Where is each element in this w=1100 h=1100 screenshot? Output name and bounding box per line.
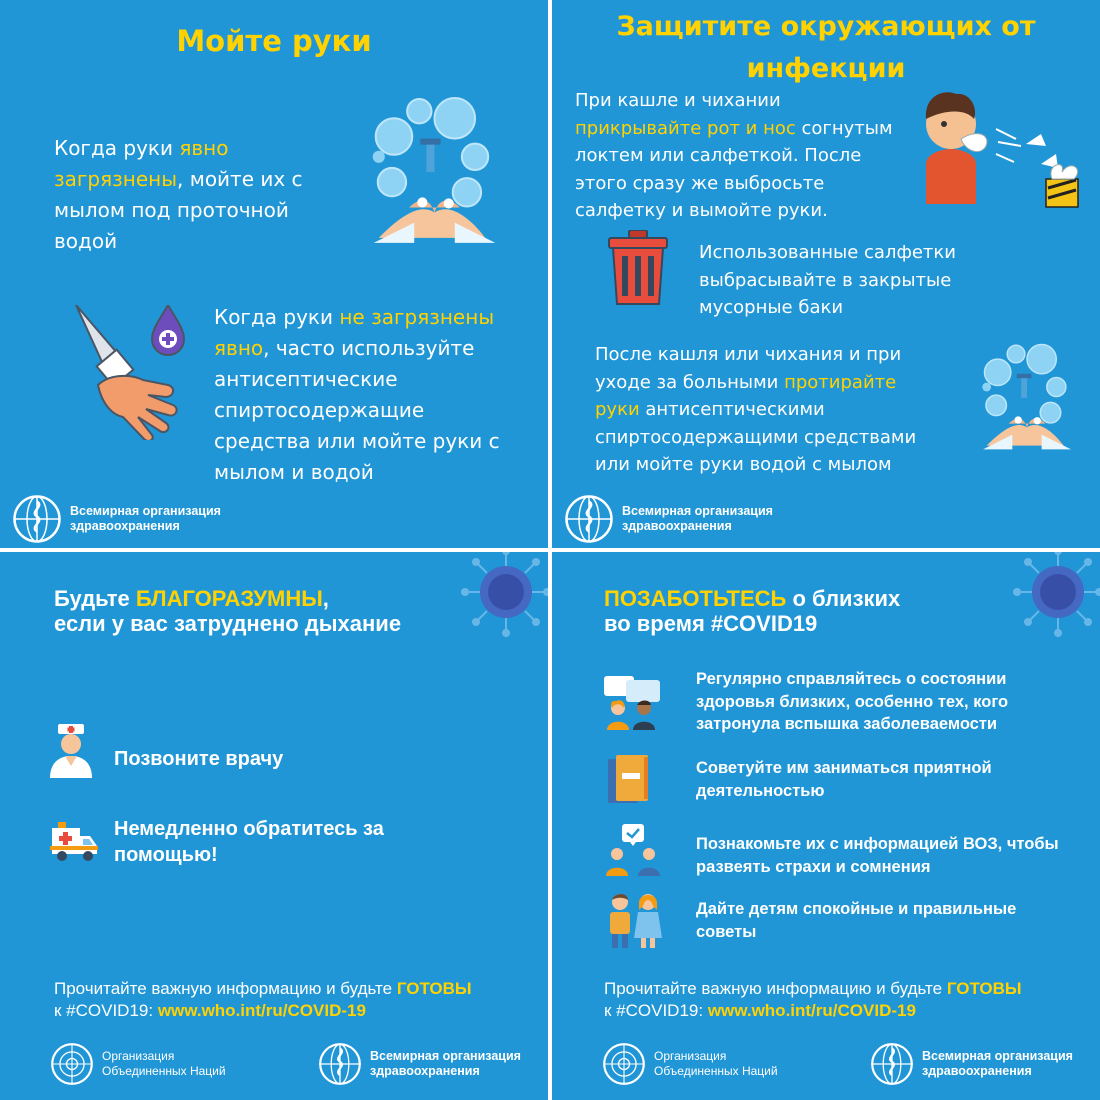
logo-line: Всемирная организация (922, 1049, 1073, 1063)
who-emblem-icon (12, 494, 62, 544)
text-segment: Прочитайте важную информацию и будьте (604, 979, 947, 998)
who-emblem-icon (564, 494, 614, 544)
title-line: Защитите окружающих от (616, 11, 1036, 42)
panel-care-for-loved-ones (552, 552, 1100, 1100)
children-icon (606, 892, 662, 950)
footer-line (54, 978, 534, 1000)
highlight-text: протирайте руки (595, 371, 897, 420)
highlight-text: ГОТОВЫ (946, 979, 1022, 998)
panel-be-sensible (0, 552, 548, 1100)
trash-bin-icon (607, 230, 669, 306)
text-segment: Прочитайте важную информацию и будьте (54, 979, 397, 998)
logo-line: Всемирная организация (370, 1049, 521, 1063)
text-segment: Будьте (54, 586, 136, 611)
logo-line: здравоохранения (622, 519, 732, 533)
un-emblem-icon (50, 1042, 94, 1086)
un-logo (602, 1042, 778, 1086)
who-emblem-icon (318, 1042, 362, 1086)
books-icon (608, 755, 652, 805)
who-logo (12, 494, 221, 544)
text-segment: После кашля или чихания и при уходе за больными (595, 344, 902, 393)
logo-line: Всемирная организация (622, 504, 773, 518)
footer-text (604, 978, 1084, 1022)
disposal-paragraph: Использованные салфетки выбрасывайте в закрытые мусорные баки (699, 242, 956, 318)
text-segment: к #COVID19: (54, 1001, 158, 1020)
text-segment: согнутым локтем или салфеткой. После этого сразу же выбросьте салфетку и вымойте руки. (575, 117, 893, 221)
panel-title: Мойте руки (176, 24, 372, 58)
panel-title (54, 586, 524, 636)
un-emblem-icon (602, 1042, 646, 1086)
who-emblem-icon (870, 1042, 914, 1086)
title-line: инфекции (746, 53, 906, 84)
ambulance-icon (50, 822, 98, 864)
footer-line (604, 978, 1084, 1000)
highlight-text: явно загрязнены (54, 136, 229, 191)
handwashing-icon (372, 96, 497, 248)
handwashing-icon (976, 343, 1078, 453)
text-segment: Когда руки (214, 305, 340, 329)
disinfect-paragraph (595, 341, 940, 479)
text-segment: Когда руки (54, 136, 180, 160)
wash-hands-paragraph (54, 133, 344, 257)
text-segment: , мойте их с мылом под проточной водой (54, 167, 303, 253)
sneezing-person-icon (906, 84, 1086, 214)
un-logo (50, 1042, 226, 1086)
text-segment: к #COVID19: (604, 1001, 708, 1020)
text-segment: о близких (786, 586, 901, 611)
highlight-text: БЛАГОРАЗУМНЫ (135, 586, 323, 611)
footer-line (54, 1000, 534, 1022)
panel-protect-others (552, 0, 1100, 548)
highlight-text: не загрязнены явно (214, 305, 495, 360)
who-logo (870, 1042, 1073, 1086)
care-item-text: Регулярно справляйтесь о состоянии здоровья близких, особенно тех, кого затронула вспышка заболеваемости (696, 670, 1009, 733)
logo-line: Объединенных Наций (654, 1064, 778, 1078)
text-segment: При кашле и чихании (575, 90, 781, 111)
title-line: во время #COVID19 (604, 611, 818, 636)
logo-line: Организация (654, 1049, 727, 1063)
text-segment: антисептическими спиртосодержащими средствами или мойте руки водой с мылом (595, 399, 917, 475)
call-doctor-text: Позвоните врачу (114, 748, 284, 770)
highlight-text: ГОТОВЫ (396, 979, 472, 998)
who-covid-link[interactable]: www.who.int/ru/COVID-19 (157, 1001, 366, 1020)
care-item-text: Дайте детям спокойные и правильные советы (696, 900, 1017, 941)
chat-people-icon (604, 674, 660, 730)
who-logo (318, 1042, 521, 1086)
group-info-icon (604, 824, 662, 876)
logo-line: Всемирная организация (70, 504, 221, 518)
logo-line: здравоохранения (922, 1064, 1032, 1078)
footer-text (54, 978, 534, 1022)
seek-help-text: Немедленно обратитесь за помощью! (114, 818, 384, 866)
logo-line: Организация (102, 1049, 175, 1063)
highlight-text: прикрывайте рот и нос (575, 117, 796, 139)
sanitizer-paragraph (214, 302, 514, 488)
title-line (604, 586, 1024, 611)
footer-line (604, 1000, 1084, 1022)
text-segment: , (322, 586, 329, 611)
logo-line: Объединенных Наций (102, 1064, 226, 1078)
panel-wash-hands (0, 0, 548, 548)
doctor-icon (48, 724, 94, 778)
who-logo (564, 494, 773, 544)
care-item-text: Советуйте им заниматься приятной деятельностью (696, 759, 992, 800)
panel-title (552, 6, 1100, 90)
logo-line: здравоохранения (370, 1064, 480, 1078)
care-item-text: Познакомьте их с информацией ВОЗ, чтобы развеять страхи и сомнения (696, 835, 1059, 876)
who-covid-link[interactable]: www.who.int/ru/COVID-19 (707, 1001, 916, 1020)
highlight-text: ПОЗАБОТЬТЕСЬ (604, 586, 787, 611)
title-line: если у вас затруднено дыхание (54, 611, 402, 636)
logo-line: здравоохранения (70, 519, 180, 533)
sanitizer-icon (68, 305, 188, 440)
text-segment: , часто используйте антисептические спиртосодержащие средства или мойте руки с мылом и водой (214, 336, 500, 484)
cough-paragraph (575, 87, 905, 225)
title-line (54, 586, 524, 611)
panel-title (604, 586, 1024, 636)
